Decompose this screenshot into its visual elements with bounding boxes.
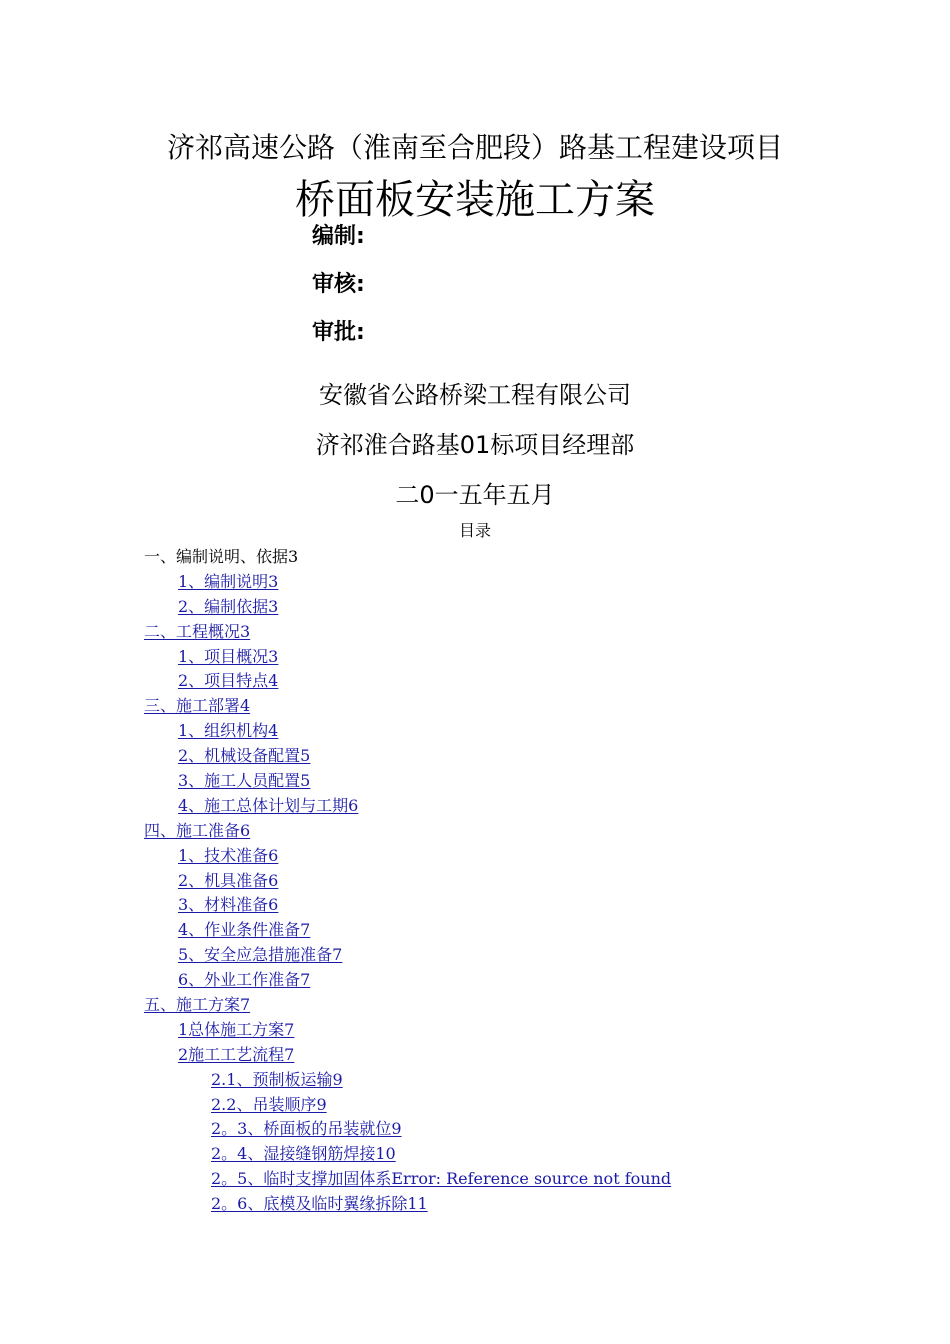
toc-entry [0, 769, 950, 794]
company-name: 安徽省公路桥梁工程有限公司 [319, 381, 631, 409]
toc-entry [0, 918, 950, 943]
toc-entry [0, 570, 950, 595]
toc-entry-link[interactable]: 二、工程概况3 [144, 621, 251, 641]
toc-entry-link[interactable]: 2。5、临时支撑加固体系Error: Reference source not found [211, 1169, 672, 1189]
toc-entry-link[interactable]: 1、编制说明3 [178, 571, 279, 591]
toc-entry-link[interactable]: 四、施工准备6 [144, 820, 251, 840]
toc-entry [0, 669, 950, 694]
toc-entry [0, 1192, 950, 1217]
project-title: 济祁高速公路（淮南至合肥段）路基工程建设项目 [166, 131, 783, 164]
toc-entry [0, 968, 950, 993]
toc-entry-link[interactable]: 1、项目概况3 [178, 646, 279, 666]
approve-label: 审批: [312, 320, 365, 345]
toc-entry [0, 794, 950, 819]
toc-entry [0, 993, 950, 1018]
plan-title: 桥面板安装施工方案 [295, 177, 655, 223]
toc-entry-link[interactable]: 2、项目特点4 [178, 671, 279, 691]
toc-entry [0, 645, 950, 670]
toc-entry-link[interactable]: 1、组织机构4 [178, 721, 279, 741]
toc-entry-link[interactable]: 3、材料准备6 [178, 895, 279, 915]
document-date: 二0一五年五月 [395, 481, 555, 509]
toc-entry [0, 1043, 950, 1068]
toc-entry [0, 844, 950, 869]
toc-entry [0, 1068, 950, 1093]
toc-entry-link[interactable]: 2。6、底模及临时翼缘拆除11 [211, 1194, 428, 1214]
toc-entry [0, 1142, 950, 1167]
toc-entry-link: 一、编制说明、依据3 [144, 547, 299, 566]
toc-entry [0, 620, 950, 645]
toc-entry [0, 744, 950, 769]
toc-entry [0, 595, 950, 620]
toc-entry-link[interactable]: 三、施工部署4 [144, 696, 251, 716]
toc-entry [0, 819, 950, 844]
toc-entry-link[interactable]: 2施工工艺流程7 [178, 1044, 295, 1064]
toc-entry-link[interactable]: 2、编制依据3 [178, 596, 279, 616]
toc-entry [0, 545, 950, 570]
toc-entry [0, 1093, 950, 1118]
toc-entry [0, 893, 950, 918]
toc-entry-link[interactable]: 2、机具准备6 [178, 870, 279, 890]
compile-label: 编制: [312, 224, 365, 249]
toc-entry-link[interactable]: 4、施工总体计划与工期6 [178, 795, 359, 815]
toc-title: 目录 [458, 521, 491, 540]
toc-entry [0, 694, 950, 719]
toc-entry [0, 719, 950, 744]
toc-entry [0, 943, 950, 968]
toc-entry-link[interactable]: 2.1、预制板运输9 [211, 1069, 343, 1089]
toc-entry-link[interactable]: 3、施工人员配置5 [178, 771, 311, 791]
toc-entry-link[interactable]: 2。4、湿接缝钢筋焊接10 [211, 1144, 396, 1164]
toc-entry [0, 869, 950, 894]
toc-entry-link[interactable]: 2。3、桥面板的吊装就位9 [211, 1119, 402, 1139]
toc-entry-link[interactable]: 2.2、吊装顺序9 [211, 1094, 327, 1114]
toc-entry [0, 1167, 950, 1192]
toc-entry-link[interactable]: 5、安全应急措施准备7 [178, 945, 343, 965]
toc-entry-link[interactable]: 2、机械设备配置5 [178, 746, 311, 766]
toc-entry [0, 1117, 950, 1142]
department-name: 济祁淮合路基01标项目经理部 [315, 431, 635, 459]
toc-entry [0, 1018, 950, 1043]
toc-entry-link[interactable]: 1总体施工方案7 [178, 1019, 295, 1039]
toc-entry-link[interactable]: 1、技术准备6 [178, 845, 279, 865]
toc-entry-link[interactable]: 6、外业工作准备7 [178, 970, 311, 990]
toc-entry-link[interactable]: 五、施工方案7 [144, 995, 251, 1015]
review-label: 审核: [312, 272, 365, 297]
table-of-contents [0, 545, 950, 1217]
toc-entry-link[interactable]: 4、作业条件准备7 [178, 920, 311, 940]
